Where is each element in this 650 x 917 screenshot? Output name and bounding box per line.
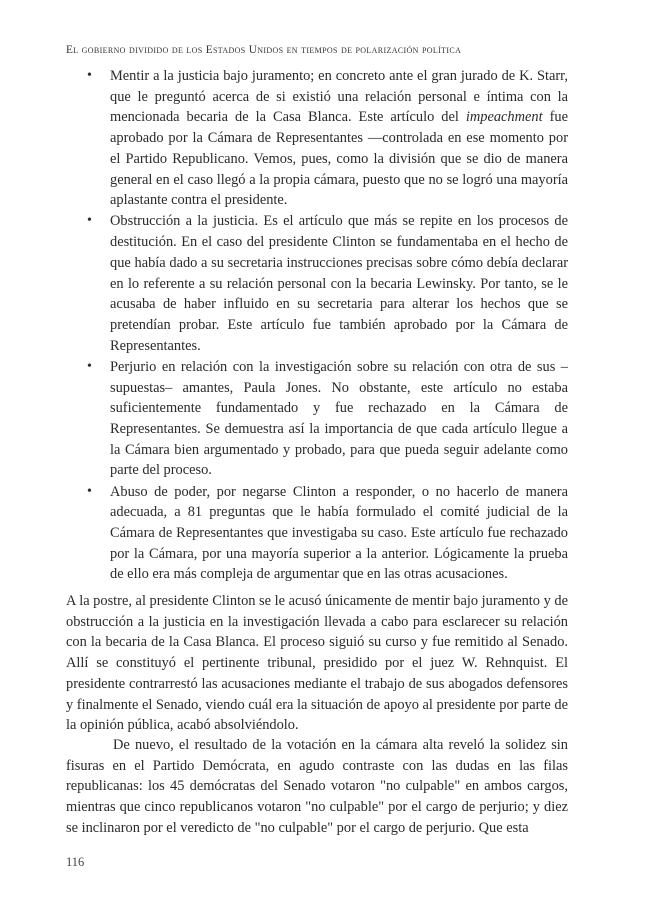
list-item-text: Perjurio en relación con la investigación sobre su relación con otra de sus –supuestas– amantes, Paula Jones. No obstante, este artículo no estaba suficientemente fundamentado y fue rechazado en la Cámara de Representantes. Se demuestra así la importancia de que cada artículo llegue a la Cámara bien argumentado y probado, para que pueda seguir adelante como parte del proceso. [110, 358, 568, 479]
list-item [84, 66, 568, 211]
bullet-icon: • [87, 68, 92, 83]
page-number: 116 [66, 855, 85, 869]
body-paragraph: De nuevo, el resultado de la votación en la cámara alta reveló la solidez sin fisuras en el Partido Demócrata, en agudo contraste con las dudas en las filas republicanas: los 45 demócratas del Senado votaron "no culpable" en ambos cargos, mientras que cinco republicanos votaron "no culpable" por el cargo de perjurio; y diez se inclinaron por el veredicto de "no culpable" por el cargo de perjurio. Que esta [66, 737, 568, 836]
bullet-icon: • [87, 213, 92, 229]
emphasis-text: impeachment [465, 109, 543, 126]
list-item-text: Obstrucción a la justicia. Es el artículo que más se repite en los procesos de destitución. En el caso del presidente Clinton se fundamentaba en el hecho de que había dado a su secretaria instrucciones precisas sobre cómo debía declarar en lo referente a su relación personal con la becaria Lewinsky. Por tanto, se le acusaba de haber influido en su secretaria para alterar los hechos que se pretendían probar. Este artículo fue también aprobado por la Cámara de Representantes. [110, 213, 568, 354]
bullet-icon: • [87, 358, 92, 374]
body-paragraph: A la postre, al presidente Clinton se le acusó únicamente de mentir bajo juramento y de obstrucción a la justicia en la investigación llevada a cabo para esclarecer su relación con la becaria de la Casa Blanca. El proceso siguió su curso y fue remitido al Senado. Allí se constituyó el pertinente tribunal, presidido por el juez W. Rehnquist. El presidente contrarrestó las acusaciones mediante el trabajo de sus abogados defensores y finalmente el Senado, viendo cuál era la situación de apoyo al presidente por parte de la opinión pública, acabó absolviéndolo. [66, 593, 568, 734]
list-item-text: Mentir a la justicia bajo juramento; en concreto ante el gran jurado de K. Starr, que le preguntó acerca de si existió una relación personal e íntima con la mencionada becaria de la Casa Blanca. Este artículo del [110, 68, 568, 126]
running-header: El gobierno dividido de los Estados Unidos en tiempos de polarización política [66, 44, 462, 56]
bullet-icon: • [87, 483, 92, 499]
article-list [84, 66, 568, 586]
list-item [84, 211, 568, 356]
list-item [84, 357, 568, 481]
list-item-text: fue aprobado por la Cámara de Representantes —controlada en ese momento por el Partido Republicano. Vemos, pues, como la división que se dio de manera general en el caso llegó a la propia cámara, puesto que no se logró una mayoría aplastante contra el presidente. [110, 109, 568, 209]
list-item [84, 482, 568, 586]
list-item-text: Abuso de poder, por negarse Clinton a responder, o no hacerlo de manera adecuada, a 81 preguntas que le había formulado el comité judicial de la Cámara de Representantes que investigaba su caso. Este artículo fue rechazado por la Cámara, por una mayoría superior a la anterior. Lógicamente la prueba de ello era más compleja de argumentar que en las otras acusaciones. [110, 483, 568, 583]
